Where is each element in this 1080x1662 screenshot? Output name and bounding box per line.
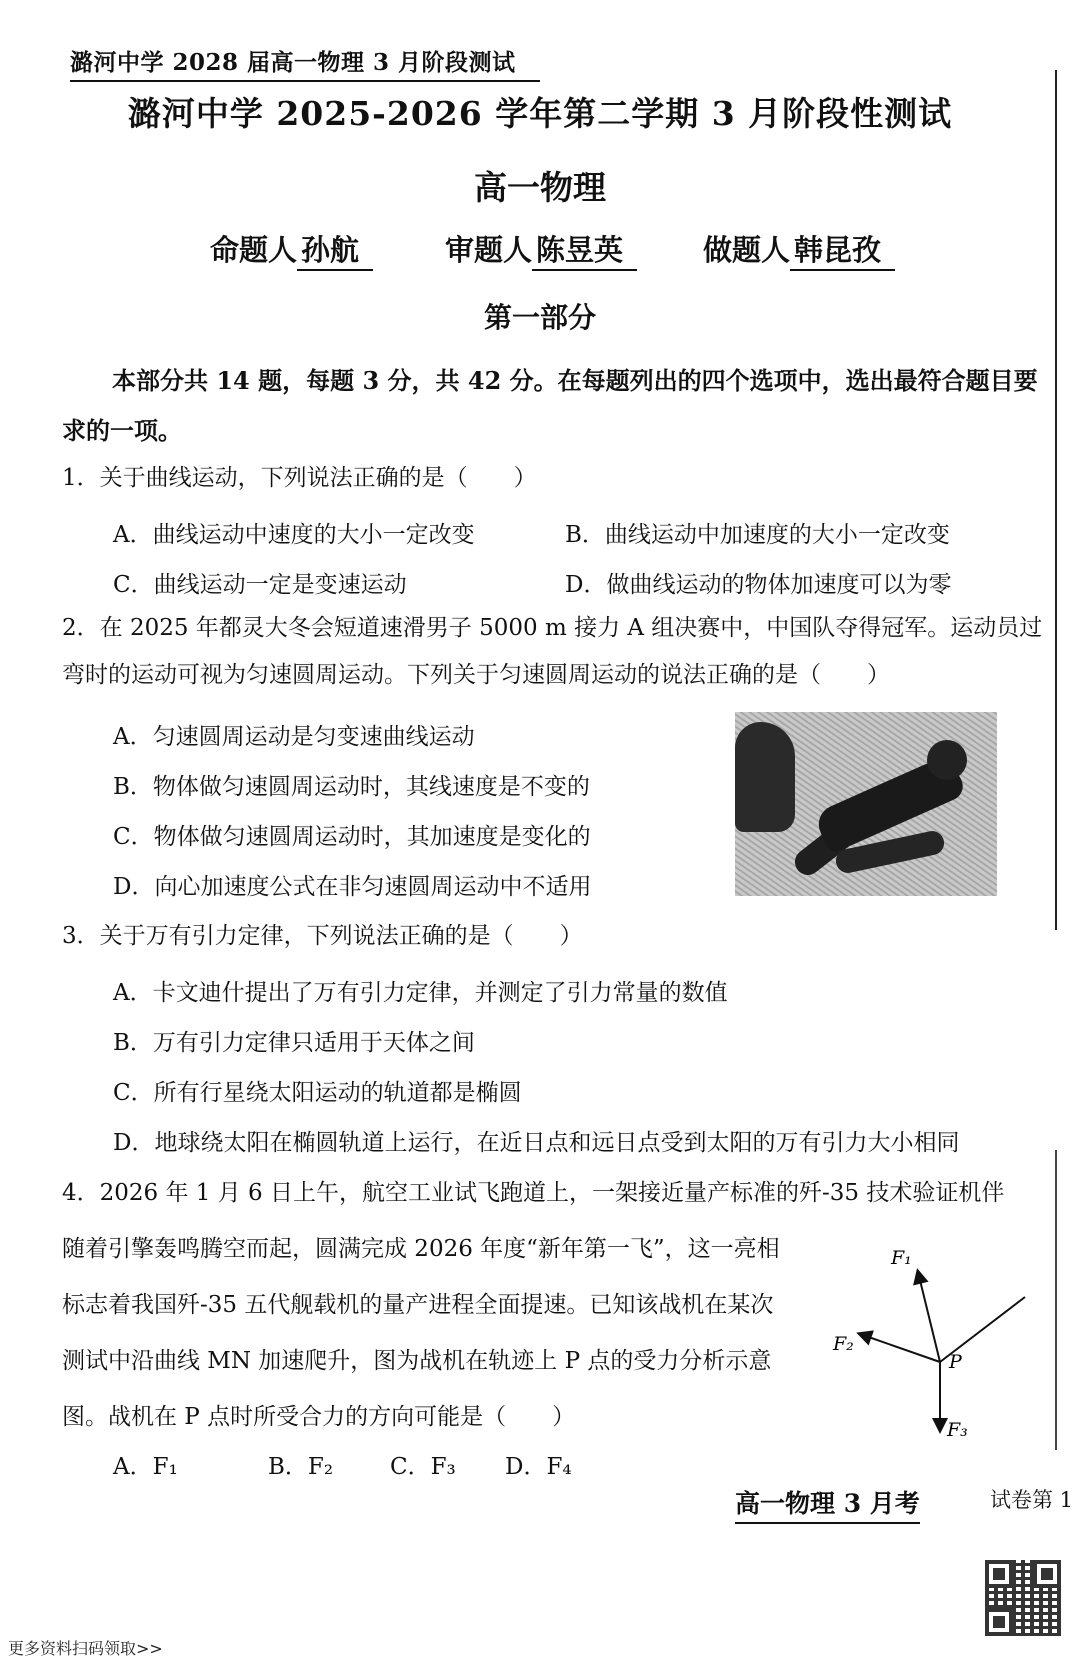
question-3-option-b: B．万有引力定律只适用于天体之间 xyxy=(113,1030,475,1056)
question-2-option-b: B．物体做匀速圆周运动时，其线速度是不变的 xyxy=(113,774,590,800)
force-f3-label: F₃ xyxy=(947,1419,968,1441)
part-title: 第一部分 xyxy=(483,301,596,334)
question-3-option-d: D．地球绕太阳在椭圆轨道上运行，在近日点和远日点受到太阳的万有引力大小相同 xyxy=(113,1130,960,1156)
exam-subject: 高一物理 xyxy=(474,168,606,207)
author-name: 陈昱英 xyxy=(532,228,637,271)
author-setter xyxy=(210,228,373,271)
skater-background xyxy=(735,722,795,832)
qr-finder xyxy=(985,1608,1013,1636)
author-role: 命题人 xyxy=(210,233,298,267)
header-top-line: 潞河中学 2028 届高一物理 3 月阶段测试 xyxy=(70,44,540,82)
question-2-stem: 2．在 2025 年都灵大冬会短道速滑男子 5000 m 接力 A 组决赛中，中国队夺得冠军。运动员过弯时的运动可视为匀速圆周运动。下列关于匀速圆周运动的说法正确的是（ ） xyxy=(62,615,1043,688)
question-1-option-b: B．曲线运动中加速度的大小一定改变 xyxy=(565,522,950,548)
question-4-stem-line-1: 4．2026 年 1 月 6 日上午，航空工业试飞跑道上，一架接近量产标准的歼-35 技术验证机伴 xyxy=(62,1180,1005,1206)
force-diagram-svg xyxy=(825,1232,1040,1442)
question-1-stem: 1．关于曲线运动，下列说法正确的是（ ） xyxy=(62,465,537,491)
force-diagram xyxy=(825,1232,1040,1442)
question-4-stem-line-4: 测试中沿曲线 MN 加速爬升，图为战机在轨迹上 P 点的受力分析示意 xyxy=(62,1348,772,1374)
force-f2-label: F₂ xyxy=(833,1333,854,1355)
author-role: 做题人 xyxy=(703,233,791,267)
force-f2-arrow xyxy=(860,1334,940,1362)
author-name: 孙航 xyxy=(297,228,373,271)
speed-skating-photo xyxy=(735,712,997,896)
question-4-stem-line-3: 标志着我国歼-35 五代舰载机的量产进程全面提速。已知该战机在某次 xyxy=(62,1292,774,1318)
question-4-option-a: A．F₁ xyxy=(113,1454,178,1480)
question-2-option-c: C．物体做匀速圆周运动时，其加速度是变化的 xyxy=(113,824,591,850)
question-4-option-b: B．F₂ xyxy=(268,1454,334,1480)
question-2-option-a: A．匀速圆周运动是匀变速曲线运动 xyxy=(113,724,475,750)
question-4-option-c: C．F₃ xyxy=(390,1454,456,1480)
force-f1-label: F₁ xyxy=(891,1247,912,1269)
question-1-option-c: C．曲线运动一定是变速运动 xyxy=(113,572,407,598)
question-4-stem-line-5: 图。战机在 P 点时所受合力的方向可能是（ ） xyxy=(62,1404,576,1430)
question-1-option-a: A．曲线运动中速度的大小一定改变 xyxy=(113,522,475,548)
author-role: 审题人 xyxy=(445,233,533,267)
author-solver xyxy=(703,228,895,271)
author-name: 韩昆孜 xyxy=(790,228,895,271)
margin-rule-lower xyxy=(1055,1150,1057,1450)
author-reviewer xyxy=(445,228,637,271)
part-instructions: 本部分共 14 题，每题 3 分，共 42 分。在每题列出的四个选项中，选出最符合题目要求的一项。 xyxy=(62,366,1038,445)
question-1-option-d: D．做曲线运动的物体加速度可以为零 xyxy=(565,572,952,598)
question-3-option-a: A．卡文迪什提出了万有引力定律，并测定了引力常量的数值 xyxy=(113,980,728,1006)
footer-scan-note: 更多资料扫码领取>> xyxy=(8,1639,163,1658)
question-3-stem: 3．关于万有引力定律，下列说法正确的是（ ） xyxy=(62,923,583,949)
question-3-option-c: C．所有行星绕太阳运动的轨道都是椭圆 xyxy=(113,1080,522,1106)
skater-helmet xyxy=(927,740,967,780)
qr-code[interactable] xyxy=(985,1560,1061,1636)
question-2-option-d: D．向心加速度公式在非匀速圆周运动中不适用 xyxy=(113,874,592,900)
point-p-label: P xyxy=(949,1351,962,1373)
question-4-option-d: D．F₄ xyxy=(505,1454,572,1480)
footer-course-label: 高一物理 3 月考 xyxy=(735,1484,920,1524)
force-f1-arrow xyxy=(918,1272,940,1362)
qr-finder xyxy=(985,1560,1013,1588)
question-4-stem-line-2: 随着引擎轰鸣腾空而起，圆满完成 2026 年度“新年第一飞”，这一亮相 xyxy=(62,1236,780,1262)
exam-title: 潞河中学 2025-2026 学年第二学期 3 月阶段性测试 xyxy=(127,94,953,133)
qr-finder xyxy=(1033,1560,1061,1588)
footer-page-number: 试卷第 1 xyxy=(990,1488,1074,1512)
